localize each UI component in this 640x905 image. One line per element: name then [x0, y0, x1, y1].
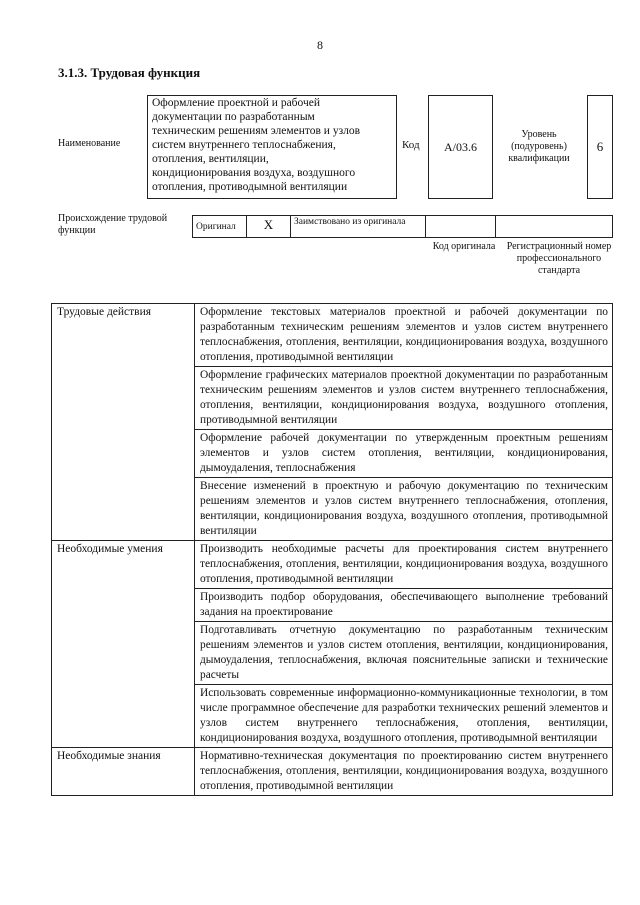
registration-number-cell [496, 216, 613, 238]
code-of-original-cell [426, 216, 496, 238]
page-number: 8 [317, 38, 323, 52]
function-name-line: систем внутреннего теплоснабжения, [152, 139, 336, 151]
borrowed-label: Заимствовано из оригинала [291, 216, 426, 238]
function-name-line: Оформление проектной и рабочей [152, 97, 321, 109]
function-name-box [147, 95, 397, 199]
code-caption: Код оригинала [432, 241, 496, 252]
code-label: Код [402, 139, 420, 151]
table-cell: Подготавливать отчетную документацию по разработанным техническим решениям элементов и узлов систем отопления, вентиляции, кондиционирования, дымоудаления, теплоснабжения, включая пояснительные записки и технические расчеты [195, 622, 613, 685]
code-value-box: A/03.6 [428, 95, 493, 199]
original-mark: X [247, 216, 291, 238]
original-label: Оригинал [193, 216, 247, 238]
section-heading: 3.1.3. Трудовая функция [58, 65, 201, 80]
section-title: Необходимые умения [52, 541, 195, 748]
table-cell: Внесение изменений в проектную и рабочую документацию по техническим решениям элементов и узлов систем внутреннего теплоснабжения, отопления, вентиляции, кондиционирования воздуха, воздушного отопления, противодымной вентиляции [195, 478, 613, 541]
level-label: Уровень (подуровень) квалификации [508, 129, 570, 164]
function-name-line: документации по разработанным [152, 111, 315, 123]
level-value-box: 6 [587, 95, 613, 199]
section-title: Необходимые знания [52, 748, 195, 796]
table-cell: Производить необходимые расчеты для проектирования систем внутреннего теплоснабжения, отопления, вентиляции, кондиционирования воздуха, воздушного отопления, противодымной вентиляции [195, 541, 613, 589]
function-name-line: техническим решениям элементов и узлов [152, 125, 361, 137]
function-name-line: кондиционирования воздуха, воздушного [152, 167, 356, 179]
table-row [52, 304, 613, 367]
table-row [52, 748, 613, 796]
table-cell: Нормативно-техническая документация по проектированию систем внутреннего теплоснабжения, отопления, вентиляции, кондиционирования воздуха, воздушного отопления, противодымной вентиляции [195, 748, 613, 796]
function-name-line: отопления, противодымной вентиляции [152, 181, 348, 193]
function-details-table [51, 303, 613, 796]
function-name-line: отопления, вентиляции, [152, 153, 269, 165]
table-cell: Оформление рабочей документации по утвержденным проектным решениям элементов и узлов систем отопления, вентиляции, кондиционирования, дымоудаления, теплоснабжения [195, 430, 613, 478]
table-cell: Производить подбор оборудования, обеспечивающего выполнение требований задания на проектирование [195, 589, 613, 622]
table-cell: Оформление текстовых материалов проектной и рабочей документации по разработанным техническим решениям элементов и узлов систем внутреннего теплоснабжения, отопления, вентиляции, кондиционирования воздуха, воздушного отопления, противодымной вентиляции [195, 304, 613, 367]
table-cell: Использовать современные информационно-коммуникационные технологии, в том числе программное обеспечение для разработки технических решений элементов и узлов систем внутреннего теплоснабжения, отопления, вентиляции, кондиционирования воздуха, воздушного отопления, противодымной вентиляции [195, 685, 613, 748]
table-row [52, 541, 613, 589]
section-title: Трудовые действия [52, 304, 195, 541]
table-cell: Оформление графических материалов проектной документации по разработанным техническим решениям элементов и узлов систем внутреннего теплоснабжения, отопления, вентиляции, кондиционирования воздуха, воздушного отопления, противодымной вентиляции [195, 367, 613, 430]
origin-label: Происхождение трудовой функции [58, 213, 168, 236]
name-label: Наименование [58, 138, 121, 149]
origin-table [192, 215, 613, 238]
registration-caption: Регистрационный номер профессионального стандарта [506, 241, 612, 276]
